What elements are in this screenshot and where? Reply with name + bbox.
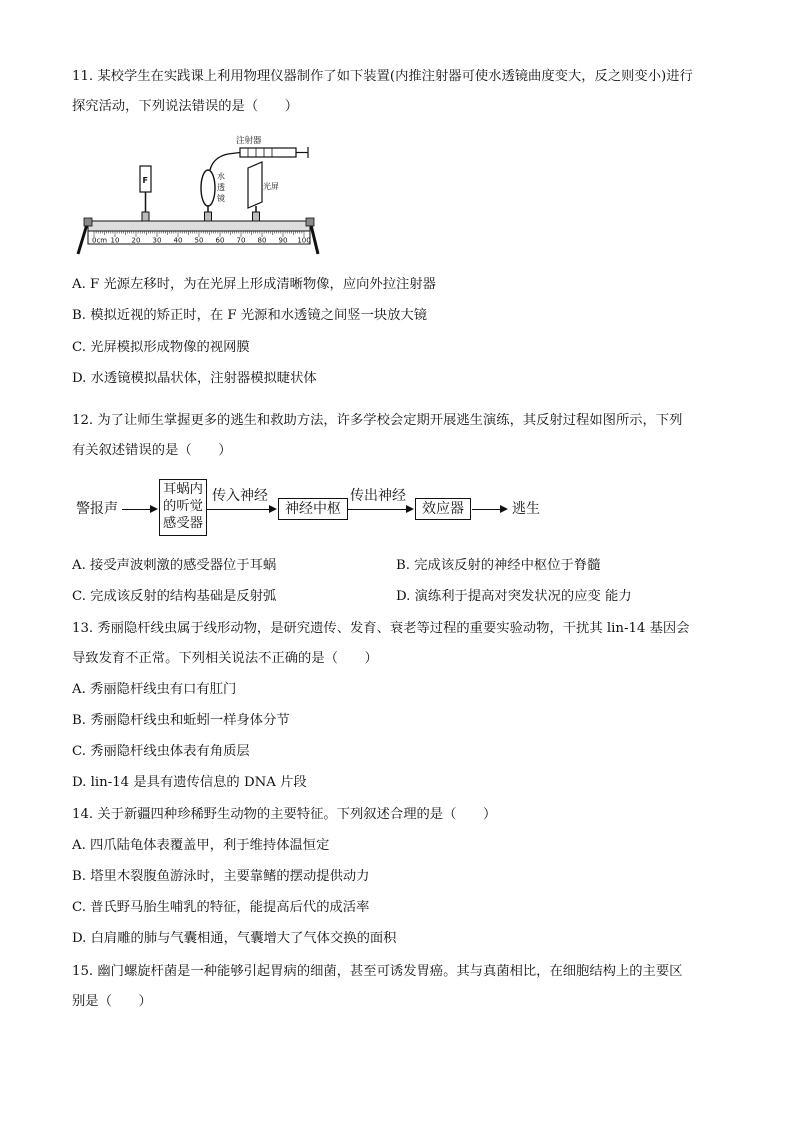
ruler-tick-label: 90 <box>278 236 288 245</box>
syringe-icon <box>228 147 308 158</box>
ruler-tick-label: 100 <box>297 236 311 245</box>
q11-stem-line2: 探究活动，下列说法错误的是（ ） <box>72 99 299 114</box>
q11-option-c: C. 光屏模拟形成物像的视网膜 <box>72 340 250 355</box>
optical-bench <box>78 218 318 254</box>
flow-afferent: 传入神经 <box>212 488 268 504</box>
arrow-right-icon <box>500 505 508 513</box>
lens-label-1: 水 <box>217 172 225 181</box>
flow-start: 警报声 <box>76 501 118 517</box>
q14-stem-line1: 14. 关于新疆四种珍稀野生动物的主要特征。下列叙述合理的是（ ） <box>72 807 497 822</box>
q13-stem-line1: 13. 秀丽隐杆线虫属于线形动物，是研究遗传、发育、衰老等过程的重要实验动物，干扰其 lin-14 基因会 <box>72 621 690 636</box>
q11-option-b: B. 模拟近视的矫正时，在 F 光源和水透镜之间竖一块放大镜 <box>72 308 428 323</box>
q13-option-c: C. 秀丽隐杆线虫体表有角质层 <box>72 744 250 759</box>
q14-option-a: A. 四爪陆龟体表覆盖甲，利于维持体温恒定 <box>72 838 330 853</box>
lens-label-3: 镜 <box>217 194 225 203</box>
q11-option-d: D. 水透镜模拟晶状体，注射器模拟睫状体 <box>72 371 317 386</box>
q12-stem-line1: 12. 为了让师生掌握更多的逃生和救助方法，许多学校会定期开展逃生演练，其反射过程如图所示，下列 <box>72 413 683 428</box>
receptor-line-2: 的听觉 <box>163 499 203 514</box>
q15-stem-line2: 别是（ ） <box>72 994 152 1009</box>
receptor-box <box>159 479 207 536</box>
q14-option-c: C. 普氏野马胎生哺乳的特征，能提高后代的成活率 <box>72 900 370 915</box>
effector-box: 效应器 <box>415 498 471 520</box>
q13-stem-line2: 导致发育不正常。下列相关说法不正确的是（ ） <box>72 651 378 666</box>
ruler-tick-label: 0cm <box>92 236 108 245</box>
q12-option-d: D. 演练利于提高对突发状况的应变 能力 <box>396 589 632 604</box>
q11-option-a: A. F 光源左移时，为在光屏上形成清晰物像，应向外拉注射器 <box>72 277 436 292</box>
ruler-tick-label: 80 <box>257 236 267 245</box>
lens-label-2: 透 <box>217 183 225 192</box>
q13-option-a: A. 秀丽隐杆线虫有口有肛门 <box>72 682 237 697</box>
q12-option-b: B. 完成该反射的神经中枢位于脊髓 <box>396 558 601 573</box>
q12-option-c: C. 完成该反射的结构基础是反射弧 <box>72 589 277 604</box>
q11-stem-line1: 11. 某校学生在实践课上利用物理仪器制作了如下装置(内推注射器可使水透镜曲度变大，反之则变小)进行 <box>72 69 693 84</box>
water-lens <box>201 170 215 221</box>
q15-stem-line1: 15. 幽门螺旋杆菌是一种能够引起胃病的细菌，甚至可诱发胃癌。其与真菌相比，在细胞结构上的主要区 <box>72 964 683 979</box>
flow-arrow-2 <box>207 509 269 510</box>
ruler-tick-label: 40 <box>173 236 183 245</box>
arrow-right-icon <box>406 505 414 513</box>
q14-option-d: D. 白肩雕的肺与气囊相通，气囊增大了气体交换的面积 <box>72 931 397 946</box>
f-light-source <box>140 166 151 221</box>
flow-efferent: 传出神经 <box>350 488 406 504</box>
f-label: F <box>142 176 148 185</box>
arrow-right-icon <box>269 505 277 513</box>
q12-option-a: A. 接受声波刺激的感受器位于耳蜗 <box>72 558 277 573</box>
arrow-right-icon <box>150 505 158 513</box>
q14-option-b: B. 塔里木裂腹鱼游泳时，主要靠鳍的摆动提供动力 <box>72 869 370 884</box>
q11-figure <box>72 132 322 258</box>
ruler-tick-label: 20 <box>131 236 141 245</box>
ruler-tick-label: 10 <box>110 236 120 245</box>
flow-end: 逃生 <box>512 501 540 517</box>
screen-label: 光屏 <box>263 182 279 191</box>
ruler-tick-label: 70 <box>236 236 246 245</box>
q12-stem-line2: 有关叙述错误的是（ ） <box>72 443 232 458</box>
ruler-tick-label: 50 <box>194 236 204 245</box>
ruler-tick-label: 60 <box>215 236 225 245</box>
center-box: 神经中枢 <box>278 498 348 520</box>
flow-arrow-1 <box>122 509 150 510</box>
flow-arrow-4 <box>472 509 500 510</box>
syringe-label: 注射器 <box>236 136 262 146</box>
q13-option-d: D. lin-14 是具有遗传信息的 DNA 片段 <box>72 775 307 790</box>
light-screen <box>248 162 262 221</box>
receptor-line-1: 耳蜗内 <box>163 482 203 497</box>
q13-option-b: B. 秀丽隐杆线虫和蚯蚓一样身体分节 <box>72 713 290 728</box>
receptor-line-3: 感受器 <box>163 516 203 531</box>
flow-arrow-3 <box>348 509 406 510</box>
ruler-tick-label: 30 <box>152 236 162 245</box>
